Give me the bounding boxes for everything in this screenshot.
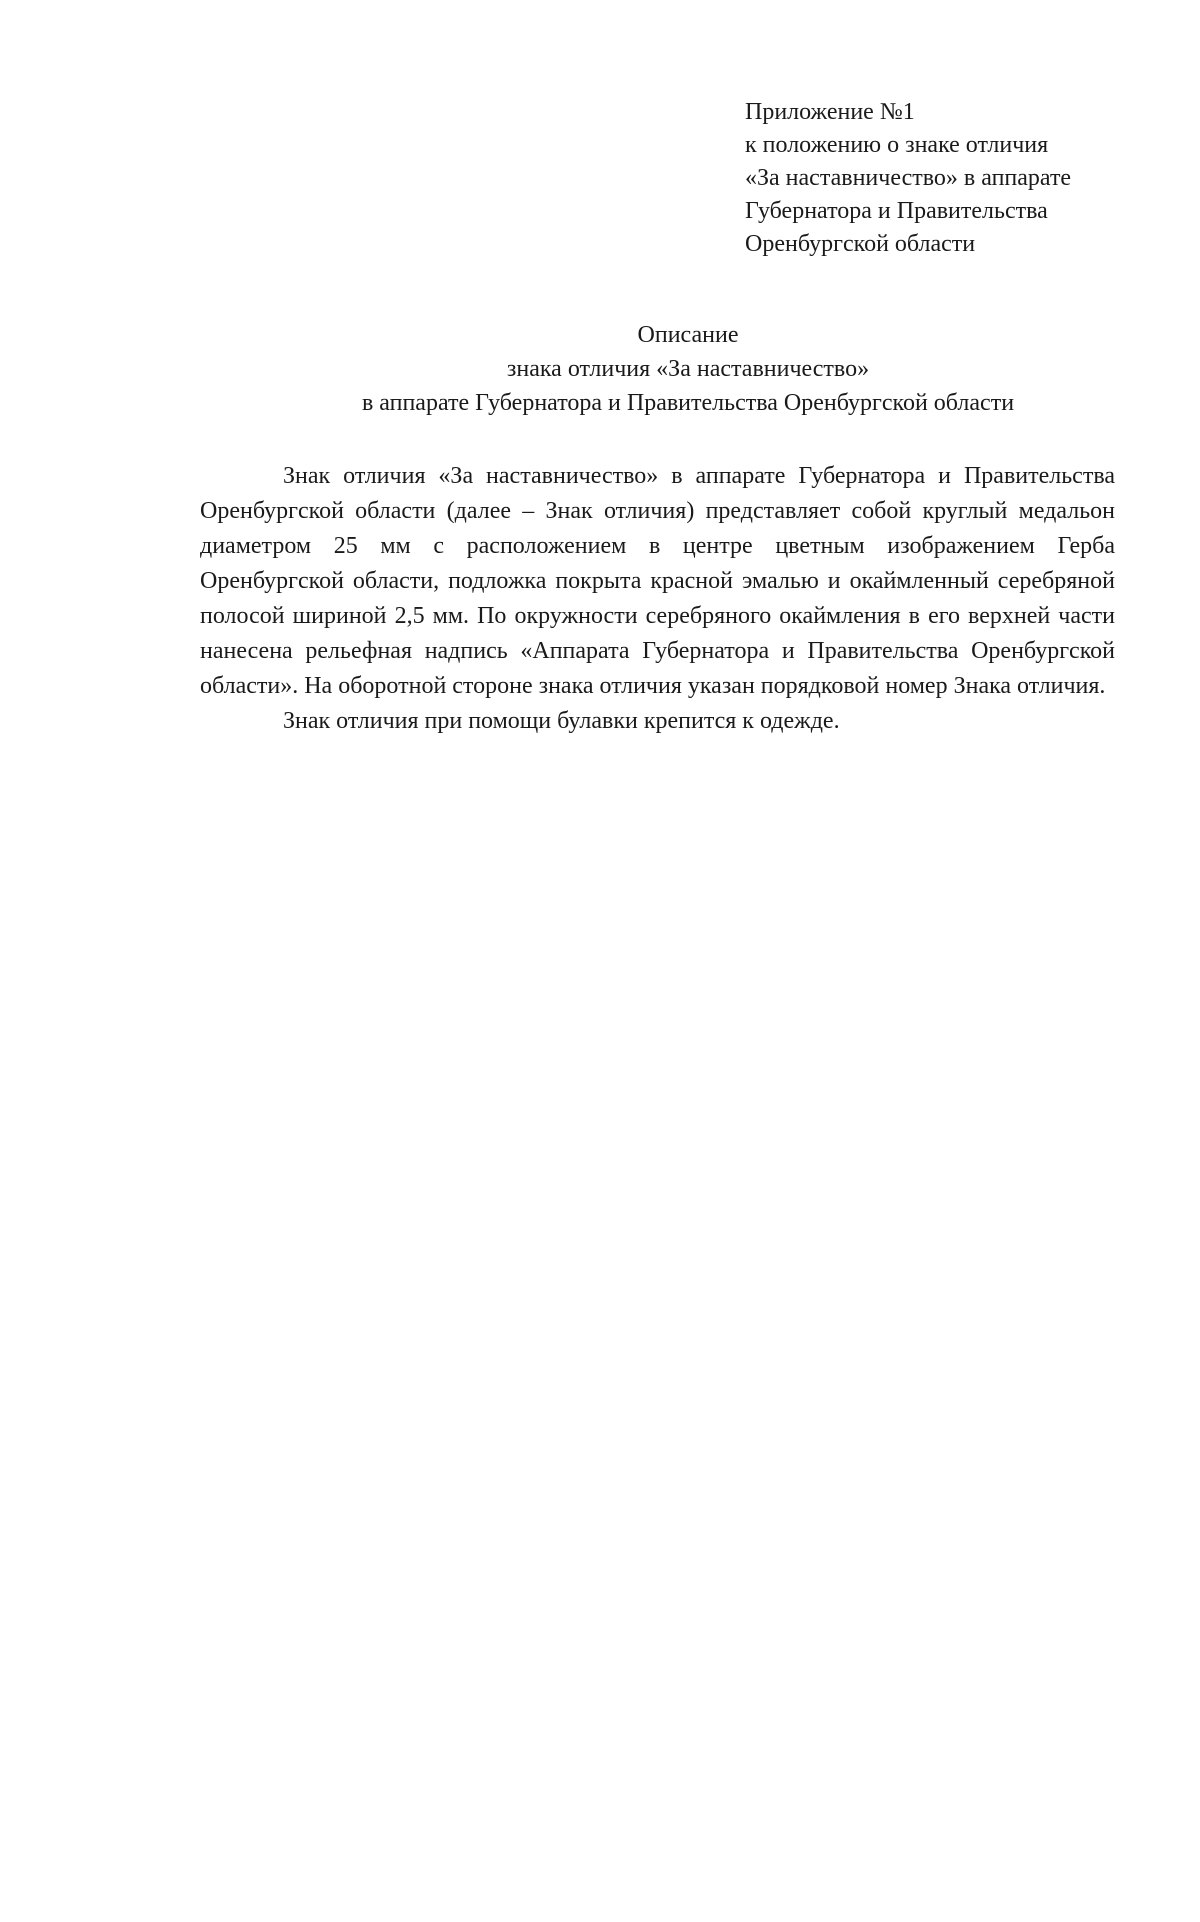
document-title [0, 318, 1200, 420]
body-paragraph-description: Знак отличия «За наставничество» в аппарате Губернатора и Правительства Оренбургской области (далее – Знак отличия) представляет собой круглый медальон диаметром 25 мм с расположением в центре цветным изображением Герба Оренбургской области, подложка покрыта красной эмалью и окаймленный серебряной полосой шириной 2,5 мм. По окружности серебряного окаймления в его верхней части нанесена рельефная надпись «Аппарата Губернатора и Правительства Оренбургской области». На оборотной стороне знака отличия указан порядковой номер Знака отличия. [200, 463, 1115, 699]
appendix-line-governor: Губернатора и Правительства [745, 198, 1048, 224]
appendix-line-region: Оренбургской области [745, 231, 976, 257]
appendix-line-reference: к положению о знаке отличия [745, 132, 1049, 158]
appendix-line-award: «За наставничество» в аппарате [745, 165, 1072, 191]
title-line-award: знака отличия «За наставничество» [506, 356, 870, 382]
body-paragraph-attachment: Знак отличия при помощи булавки крепится к одежде. [283, 708, 840, 734]
title-line-description: Описание [637, 322, 739, 348]
appendix-line-number: Приложение №1 [745, 99, 915, 125]
appendix-header [745, 96, 1175, 261]
title-line-organization: в аппарате Губернатора и Правительства Оренбургской области [361, 390, 1015, 416]
document-body [200, 459, 1115, 739]
